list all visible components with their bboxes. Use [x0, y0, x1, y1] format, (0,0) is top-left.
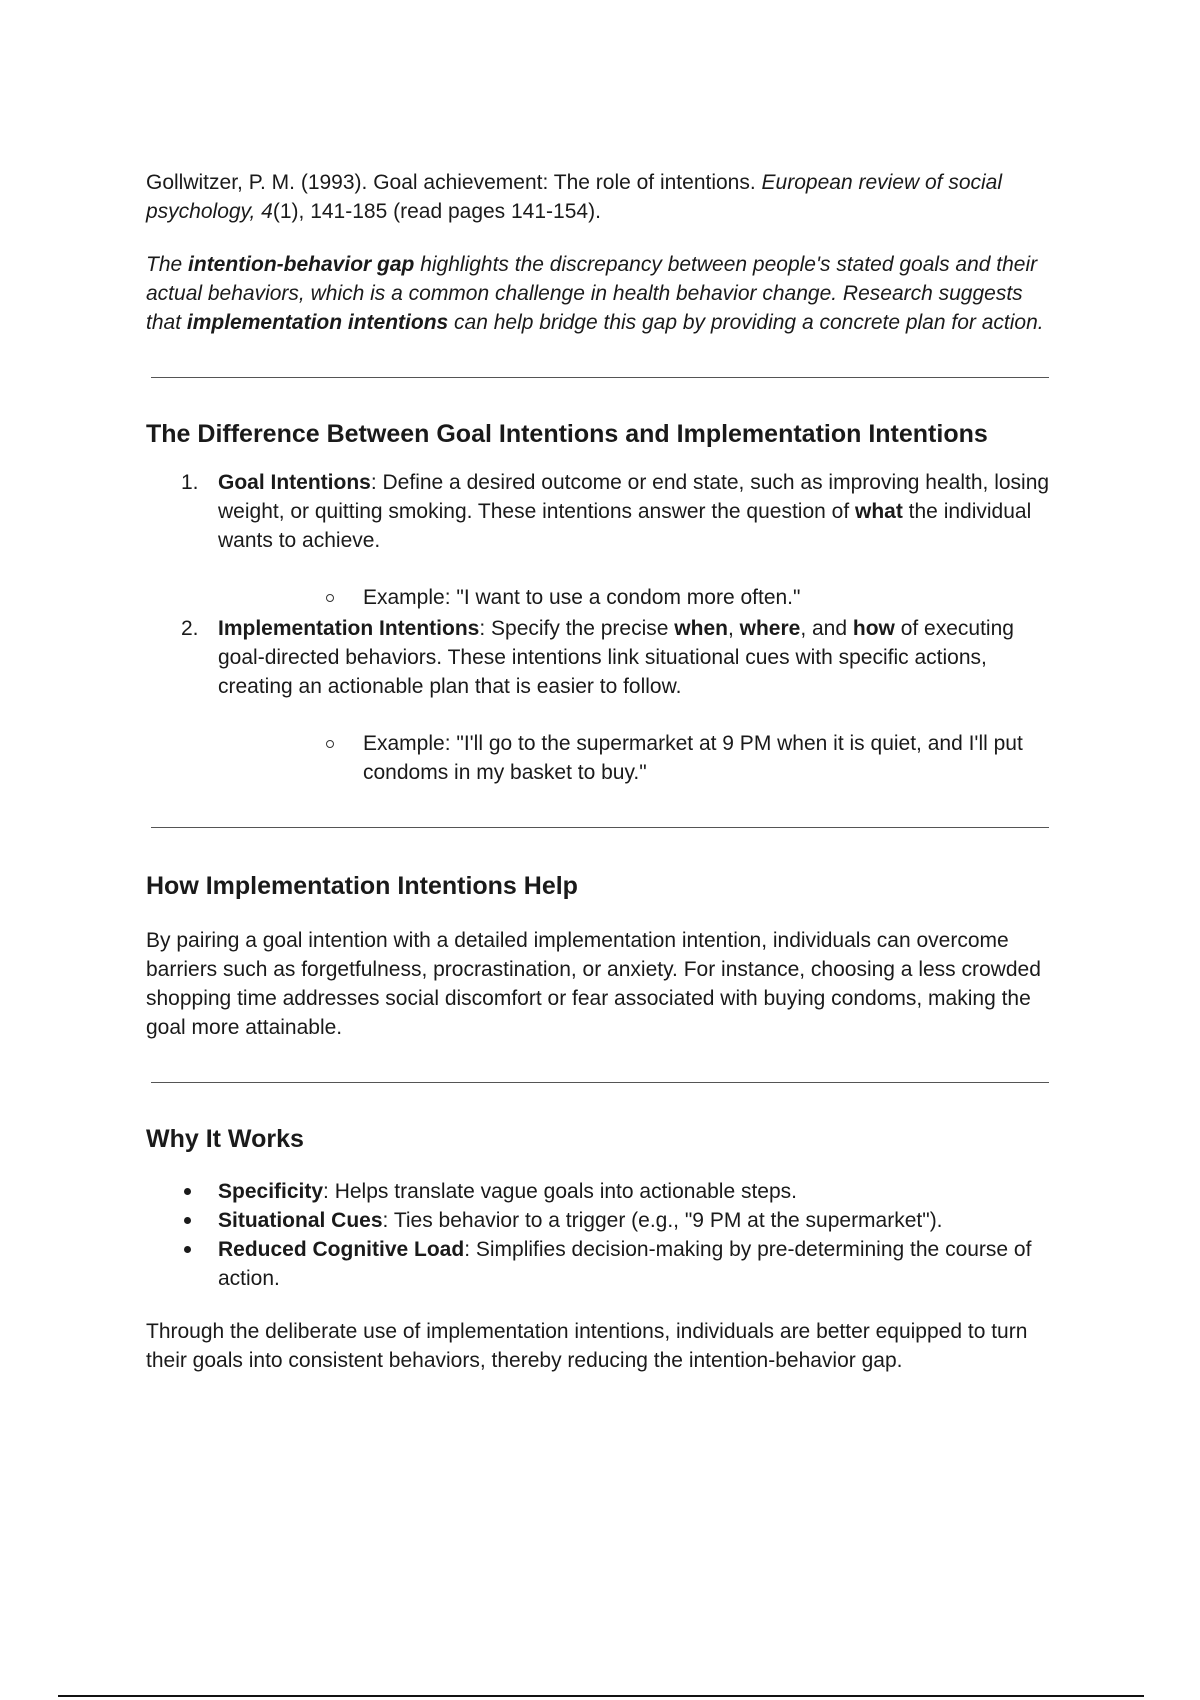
section-divider — [151, 1082, 1049, 1083]
section-heading-how: How Implementation Intentions Help — [146, 872, 578, 900]
bullet-list — [146, 1177, 1050, 1293]
bullet-icon — [184, 1217, 191, 1224]
page-bottom-rule — [58, 1695, 1144, 1697]
hollow-bullet-icon — [326, 740, 334, 748]
document-page — [146, 168, 1050, 1375]
closing-paragraph: Through the deliberate use of implementation intentions, individuals are better equipped to turn their goals into consistent behaviors, thereby reducing the intention-behavior gap. — [146, 1320, 1028, 1372]
numbered-list — [146, 468, 1050, 787]
list-item-goal-intentions — [146, 468, 1050, 612]
list-item-implementation-intentions — [146, 614, 1050, 787]
list-number: 1. — [181, 471, 199, 494]
list-item-text: Goal Intentions: Define a desired outcome or end state, such as improving health, losing weight, or quitting smoking. These intentions answer the question of what the individual wants to achieve. — [218, 471, 1050, 552]
bullet-item-reduced-cognitive-load: Reduced Cognitive Load: Simplifies decision-making by pre-determining the course of action. — [146, 1235, 1050, 1293]
sub-bullet-example: Example: "I want to use a condom more often." — [218, 583, 1050, 612]
how-paragraph: By pairing a goal intention with a detailed implementation intention, individuals can overcome barriers such as forgetfulness, procrastination, or anxiety. For instance, choosing a less crowded shopping time addresses social discomfort or fear associated with buying condoms, making the goal more attainable. — [146, 929, 1041, 1039]
citation: Gollwitzer, P. M. (1993). Goal achievement: The role of intentions. European review of social psychology, 4(1), 141-185 (read pages 141-154). — [146, 171, 1003, 223]
bullet-item-situational-cues: Situational Cues: Ties behavior to a trigger (e.g., "9 PM at the supermarket"). — [146, 1206, 1050, 1235]
section-heading-why: Why It Works — [146, 1125, 304, 1153]
section-divider — [151, 377, 1049, 378]
hollow-bullet-icon — [326, 594, 334, 602]
section-divider — [151, 827, 1049, 828]
bullet-icon — [184, 1188, 191, 1195]
list-item-text: Implementation Intentions: Specify the precise when, where, and how of executing goal-directed behaviors. These intentions link situational cues with specific actions, creating an actionable plan that is easier to follow. — [218, 617, 1014, 698]
bullet-icon — [184, 1246, 191, 1253]
list-number: 2. — [181, 617, 199, 640]
term-intention-behavior-gap: intention-behavior gap — [188, 253, 415, 276]
section-heading-difference: The Difference Between Goal Intentions and Implementation Intentions — [146, 420, 988, 448]
summary-paragraph: The intention-behavior gap highlights the discrepancy between people's stated goals and their actual behaviors, which is a common challenge in health behavior change. Research suggests that implementation intentions can help bridge this gap by providing a concrete plan for action. — [146, 253, 1044, 334]
bullet-item-specificity: Specificity: Helps translate vague goals into actionable steps. — [146, 1177, 1050, 1206]
sub-bullet-example: Example: "I'll go to the supermarket at 9 PM when it is quiet, and I'll put condoms in my basket to buy." — [218, 729, 1050, 787]
term-implementation-intentions: implementation intentions — [186, 311, 449, 334]
journal-title: European review of social psychology, 4 — [146, 171, 1003, 223]
